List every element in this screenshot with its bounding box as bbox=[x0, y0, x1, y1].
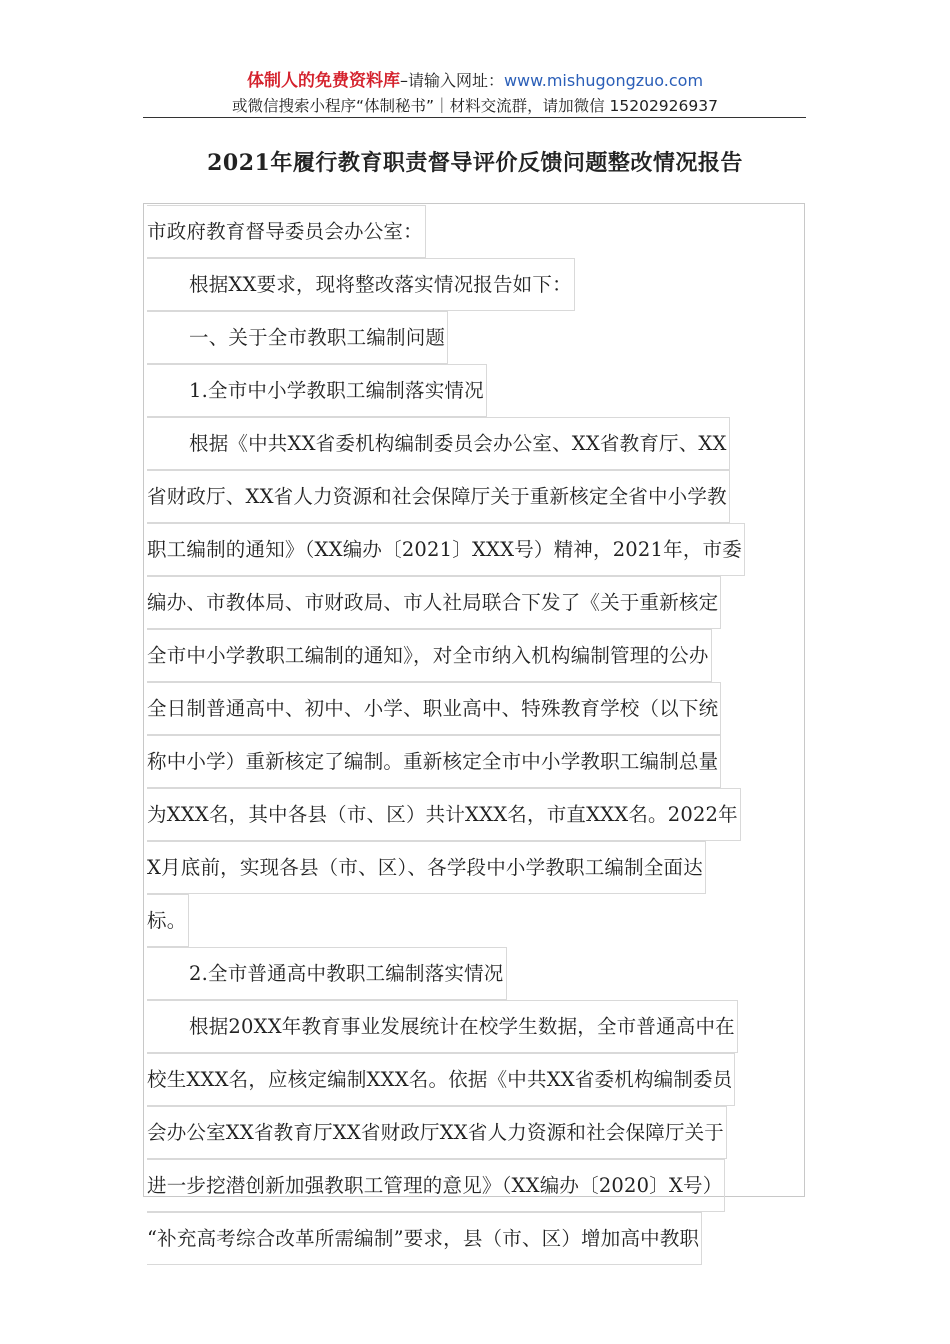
banner-prompt: –请输入网址： bbox=[399, 71, 504, 90]
site-banner bbox=[0, 68, 950, 118]
text-line: 校生XXX名，应核定编制XXX名。依据《中共XX省委机构编制委员 bbox=[147, 1053, 735, 1106]
banner-url-link[interactable]: www.mishugongzuo.com bbox=[503, 71, 704, 90]
text-line: 编办、市教体局、市财政局、市人社局联合下发了《关于重新核定 bbox=[147, 576, 721, 629]
subsection-heading: 1.全市中小学教职工编制落实情况 bbox=[147, 364, 487, 417]
salutation-line: 市政府教育督导委员会办公室： bbox=[147, 205, 426, 258]
text-line: 省财政厅、XX省人力资源和社会保障厅关于重新核定全省中小学教 bbox=[147, 470, 730, 523]
text-line: 为XXX名，其中各县（市、区）共计XXX名，市直XXX名。2022年 bbox=[147, 788, 741, 841]
text-line: 全市中小学教职工编制的通知》，对全市纳入机构编制管理的公办 bbox=[147, 629, 712, 682]
header-divider bbox=[143, 117, 806, 118]
document-body bbox=[147, 205, 807, 1265]
banner-brand: 体制人的免费资料库 bbox=[246, 71, 400, 91]
text-line: 根据20XX年教育事业发展统计在校学生数据，全市普通高中在 bbox=[147, 1000, 738, 1053]
text-line: 标。 bbox=[147, 894, 189, 947]
text-line: 职工编制的通知》（XX编办〔2021〕XXX号）精神，2021年，市委 bbox=[147, 523, 745, 576]
text-line: “补充高考综合改革所需编制”要求，县（市、区）增加高中教职 bbox=[147, 1212, 702, 1265]
text-line: 全日制普通高中、初中、小学、职业高中、特殊教育学校（以下统 bbox=[147, 682, 721, 735]
text-line: X月底前，实现各县（市、区）、各学段中小学教职工编制全面达 bbox=[147, 841, 706, 894]
banner-line-1 bbox=[0, 68, 950, 94]
text-line: 根据《中共XX省委机构编制委员会办公室、XX省教育厅、XX bbox=[147, 417, 730, 470]
text-line: 进一步挖潜创新加强教职工管理的意见》（XX编办〔2020〕X号） bbox=[147, 1159, 725, 1212]
text-line: 会办公室XX省教育厅XX省财政厅XX省人力资源和社会保障厅关于 bbox=[147, 1106, 727, 1159]
document-title: 2021年履行教育职责督导评价反馈问题整改情况报告 bbox=[207, 150, 743, 176]
section-heading: 一、关于全市教职工编制问题 bbox=[147, 311, 448, 364]
text-line: 根据XX要求，现将整改落实情况报告如下： bbox=[147, 258, 575, 311]
banner-line-2: 或微信搜索小程序“体制秘书”｜材料交流群，请加微信 15202926937 bbox=[232, 97, 718, 115]
subsection-heading: 2.全市普通高中教职工编制落实情况 bbox=[147, 947, 507, 1000]
text-line: 称中小学）重新核定了编制。重新核定全市中小学教职工编制总量 bbox=[147, 735, 721, 788]
